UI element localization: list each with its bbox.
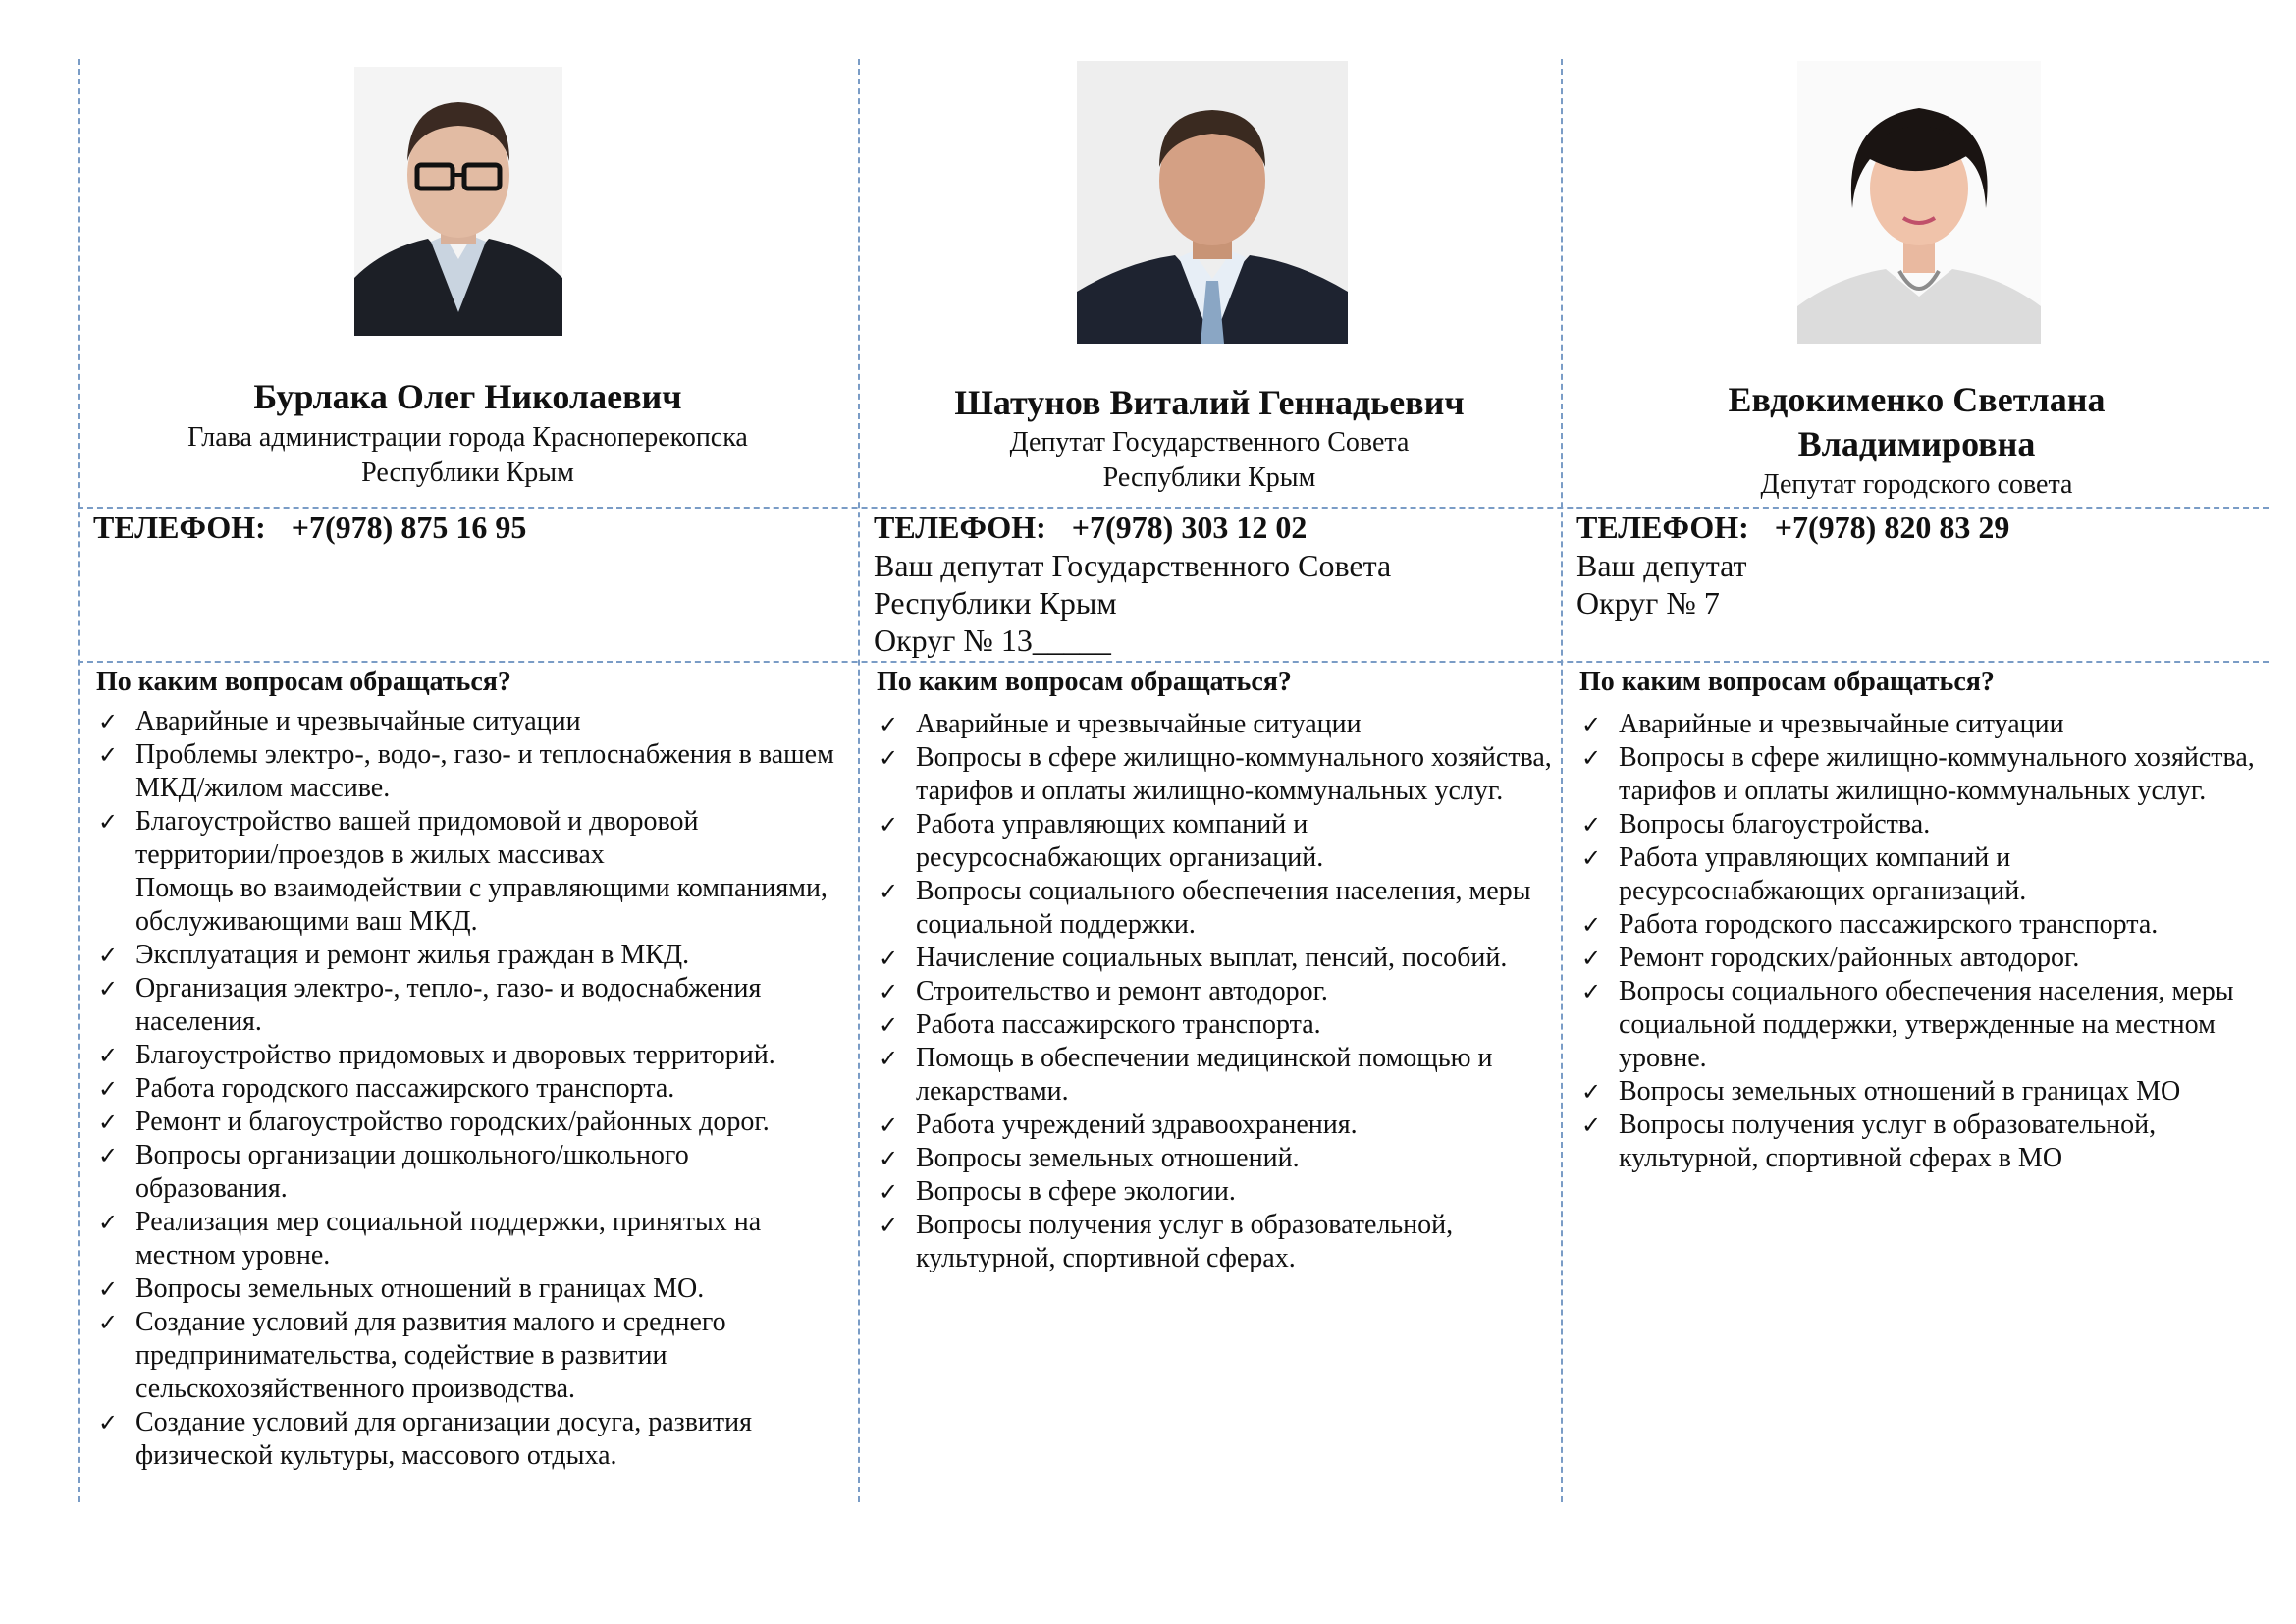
issue-item [877,942,1554,975]
issue-text: Создание условий для развития малого и среднего предпринимательства, содействие в развитии сельскохозяйственного производства. [135,1307,726,1404]
checkmark-icon: ✓ [879,811,899,839]
position-line: Республики Крым [1102,462,1316,493]
issue-item [1579,708,2257,741]
issue-item [877,1142,1554,1175]
checkmark-icon: ✓ [879,1111,899,1139]
issue-text: Вопросы в сфере экологии. [916,1176,1236,1207]
issue-item [96,1306,842,1406]
issue-text: Реализация мер социальной поддержки, принятых на местном уровне. [135,1207,762,1271]
checkmark-icon: ✓ [1581,978,1602,1005]
position-line: Республики Крым [361,458,574,488]
checkmark-icon: ✓ [98,1275,119,1303]
issue-text: Проблемы электро-, водо-, газо- и теплоснабжения в вашем МКД/жилом массиве. [135,739,834,803]
note-line: Ваш депутат Государственного Совета [874,548,1392,583]
issue-item [96,738,842,805]
issue-text: Вопросы земельных отношений в границах МО [1619,1076,2181,1107]
issues-list [877,708,1554,1275]
checkmark-icon: ✓ [879,978,899,1005]
checkmark-icon: ✓ [879,1045,899,1072]
issue-text: Аварийные и чрезвычайные ситуации [135,706,581,736]
issue-item [877,1209,1554,1275]
issue-item [1579,1075,2257,1109]
issues-heading: По каким вопросам обращаться? [1579,667,1995,697]
issue-text: Вопросы организации дошкольного/школьного образования. [135,1140,689,1204]
deputy-name-line: Евдокименко Светлана [1728,380,2106,419]
issue-item [877,1175,1554,1209]
deputy-name [858,381,1561,425]
issue-text: Работа пассажирского транспорта. [916,1009,1321,1040]
note-line: Округ № 13_____ [874,623,1111,658]
issue-text: Помощь в обеспечении медицинской помощью и лекарствами. [916,1043,1493,1107]
issue-text: Работа городского пассажирского транспорта. [1619,909,2159,940]
district-note [874,547,1391,659]
issue-item [96,1206,842,1272]
issue-item [1579,808,2257,841]
issue-item [877,1042,1554,1109]
checkmark-icon: ✓ [98,975,119,1002]
checkmark-icon: ✓ [1581,911,1602,939]
issue-text: Начисление социальных выплат, пенсий, пособий. [916,943,1508,973]
checkmark-icon: ✓ [879,1178,899,1206]
issue-text: Вопросы благоустройства. [1619,809,1931,839]
issue-text: Работа управляющих компаний и ресурсоснабжающих организаций. [916,809,1324,873]
checkmark-icon: ✓ [98,808,119,836]
row-divider-bottom [78,661,2269,663]
issue-item [96,805,842,939]
issue-item [1579,942,2257,975]
deputy-name-line: Шатунов Виталий Геннадьевич [954,383,1465,422]
phone-number[interactable]: +7(978) 820 83 29 [1774,510,2010,545]
issue-item [1579,841,2257,908]
issue-text: Вопросы получения услуг в образовательной, культурной, спортивной сферах. [916,1210,1454,1273]
issue-text: Благоустройство придомовых и дворовых территорий. [135,1040,775,1070]
checkmark-icon: ✓ [1581,945,1602,972]
column-divider-middle-left [858,59,860,1502]
issue-item [877,1008,1554,1042]
note-line: Республики Крым [874,585,1117,621]
issues-list [1579,708,2257,1175]
phone-number[interactable]: +7(978) 303 12 02 [1071,510,1308,545]
checkmark-icon: ✓ [1581,1078,1602,1106]
issue-text: Работа городского пассажирского транспорта. [135,1073,675,1104]
issue-item [96,1139,842,1206]
phone-label: ТЕЛЕФОН: [874,510,1046,545]
checkmark-icon: ✓ [879,1145,899,1172]
phone-row [93,509,526,546]
issue-text: Вопросы социального обеспечения населения, меры социальной поддержки, утвержденные на местном уровне. [1619,976,2234,1073]
deputy-name-line: Бурлака Олег Николаевич [253,377,682,416]
issue-item [1579,975,2257,1075]
checkmark-icon: ✓ [1581,711,1602,738]
deputy-name [1561,378,2272,466]
issue-text: Работа учреждений здравоохранения. [916,1110,1358,1140]
issues-list [96,705,842,1473]
checkmark-icon: ✓ [879,711,899,738]
issue-text: Вопросы в сфере жилищно-коммунального хозяйства, тарифов и оплаты жилищно-коммунальных услуг. [916,742,1552,806]
deputy-name [78,375,858,419]
note-line: Округ № 7 [1576,585,1720,621]
portrait-photo [1077,61,1348,344]
phone-number[interactable]: +7(978) 875 16 95 [291,510,527,545]
checkmark-icon: ✓ [98,708,119,735]
issue-text: Создание условий для организации досуга, развития физической культуры, массового отдыха. [135,1407,753,1471]
issue-text: Аварийные и чрезвычайные ситуации [916,709,1362,739]
issue-item [877,1109,1554,1142]
column-divider-middle-right [1561,59,1563,1502]
issue-text: Вопросы земельных отношений. [916,1143,1300,1173]
issue-item [1579,1109,2257,1175]
issue-text: Работа управляющих компаний и ресурсоснабжающих организаций. [1619,842,2027,906]
issue-item [96,705,842,738]
checkmark-icon: ✓ [98,1142,119,1169]
issue-text: Эксплуатация и ремонт жилья граждан в МКД. [135,940,690,970]
issues-heading: По каким вопросам обращаться? [96,667,511,697]
checkmark-icon: ✓ [98,942,119,969]
checkmark-icon: ✓ [98,1109,119,1136]
phone-label: ТЕЛЕФОН: [93,510,266,545]
issue-text: Ремонт и благоустройство городских/районных дорог. [135,1107,770,1137]
position-line: Депутат городского совета [1760,469,2073,500]
issue-item [96,1406,842,1473]
issue-item [96,1272,842,1306]
issue-text: Благоустройство вашей придомовой и дворовой территории/проездов в жилых массивах [135,806,699,870]
checkmark-icon: ✓ [98,1409,119,1436]
position-line: Глава администрации города Красноперекопска [187,422,748,453]
deputy-position [78,420,858,491]
issue-item [1579,908,2257,942]
issue-item [877,708,1554,741]
checkmark-icon: ✓ [879,945,899,972]
checkmark-icon: ✓ [98,1042,119,1069]
checkmark-icon: ✓ [1581,1111,1602,1139]
checkmark-icon: ✓ [879,878,899,905]
checkmark-icon: ✓ [1581,844,1602,872]
phone-row [1576,509,2009,546]
issue-item [877,975,1554,1008]
checkmark-icon: ✓ [98,741,119,769]
issue-continuation: Помощь во взаимодействии с управляющими компаниями, обслуживающими ваш МКД. [135,873,828,937]
issue-item [96,972,842,1039]
issue-text: Вопросы земельных отношений в границах МО. [135,1273,705,1304]
issue-text: Вопросы получения услуг в образовательной, культурной, спортивной сферах в МО [1619,1110,2157,1173]
phone-row [874,509,1307,546]
checkmark-icon: ✓ [879,1212,899,1239]
checkmark-icon: ✓ [1581,744,1602,772]
checkmark-icon: ✓ [879,1011,899,1039]
note-line: Ваш депутат [1576,548,1747,583]
issue-text: Вопросы в сфере жилищно-коммунального хозяйства, тарифов и оплаты жилищно-коммунальных услуг. [1619,742,2255,806]
column-divider-left [78,59,80,1502]
phone-label: ТЕЛЕФОН: [1576,510,1749,545]
issue-text: Организация электро-, тепло-, газо- и водоснабжения населения. [135,973,762,1037]
checkmark-icon: ✓ [1581,811,1602,839]
issue-item [1579,741,2257,808]
issue-text: Аварийные и чрезвычайные ситуации [1619,709,2064,739]
issue-item [96,1072,842,1106]
issue-text: Строительство и ремонт автодорог. [916,976,1328,1006]
issue-item [96,1039,842,1072]
issue-item [877,741,1554,808]
issue-item [96,1106,842,1139]
checkmark-icon: ✓ [98,1209,119,1236]
deputy-name-line: Владимировна [1797,424,2036,463]
issue-text: Вопросы социального обеспечения населения, меры социальной поддержки. [916,876,1531,940]
issue-text: Ремонт городских/районных автодорог. [1619,943,2080,973]
portrait-photo [1797,61,2041,344]
issue-item [877,875,1554,942]
portrait-photo [354,67,562,336]
checkmark-icon: ✓ [98,1309,119,1336]
issue-item [96,939,842,972]
deputy-position [1561,467,2272,503]
issue-item [877,808,1554,875]
deputy-position [858,425,1561,496]
district-note [1576,547,1747,622]
checkmark-icon: ✓ [98,1075,119,1103]
issues-heading: По каким вопросам обращаться? [877,667,1292,697]
checkmark-icon: ✓ [879,744,899,772]
position-line: Депутат Государственного Совета [1009,427,1410,458]
